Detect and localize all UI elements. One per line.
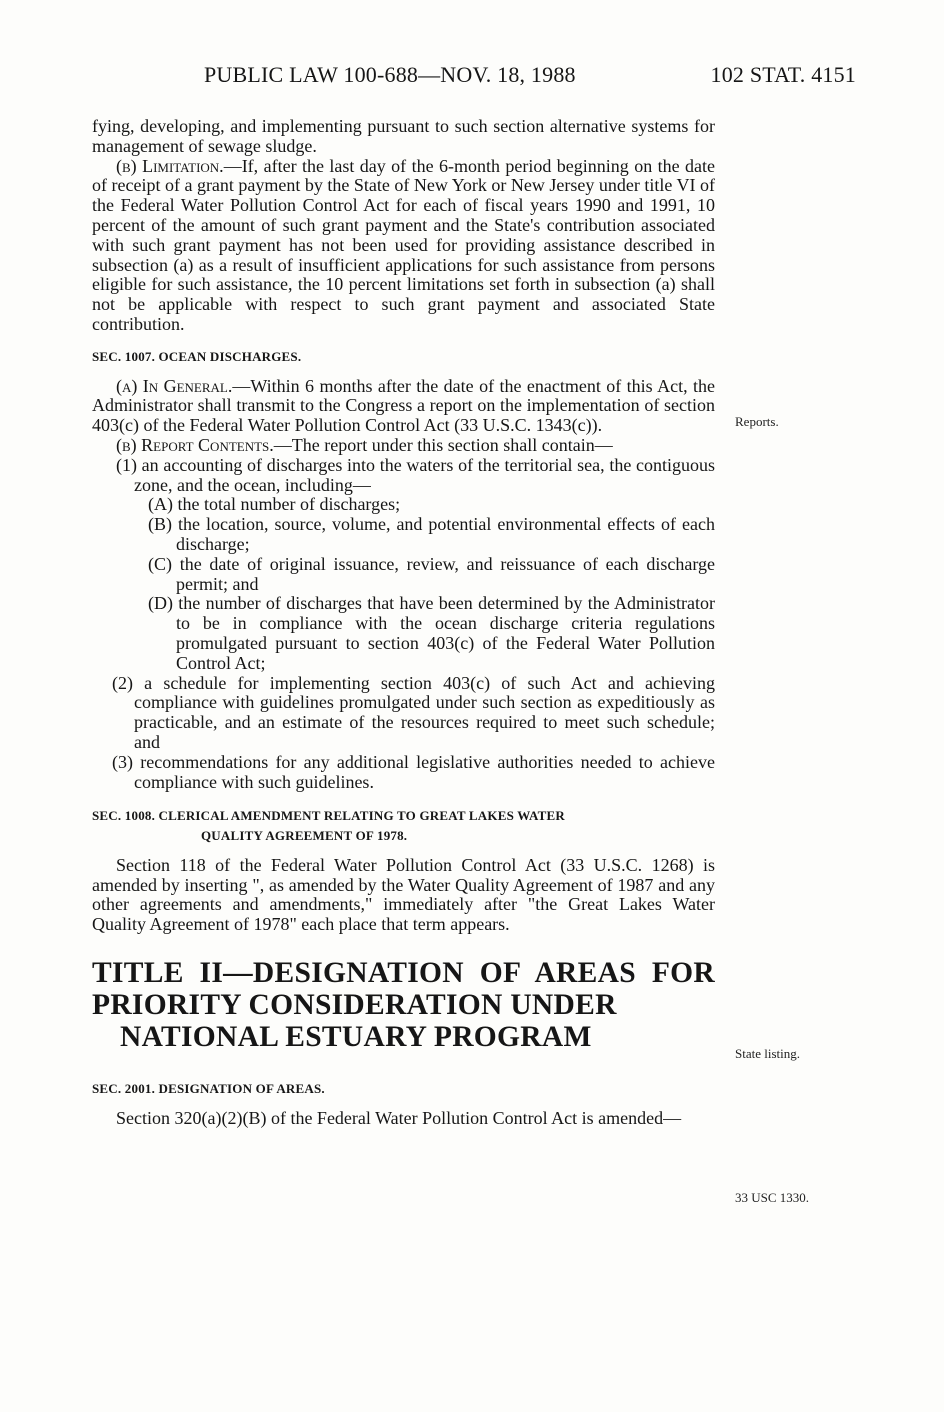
sec-1008-heading-line-1: SEC. 1008. CLERICAL AMENDMENT RELATING TO GREAT LAKES WATER [92, 808, 565, 824]
sec-1007-subsection-b [92, 436, 715, 456]
sec-1007-b-text: —The report under this section shall contain— [273, 434, 613, 455]
sec-1007-heading: SEC. 1007. OCEAN DISCHARGES. [92, 348, 302, 364]
subsection-b-limitation [92, 157, 715, 335]
margin-note-state-listing: State listing. [735, 1046, 800, 1061]
title-ii-heading-line-2: NATIONAL ESTUARY PROGRAM [120, 1021, 592, 1054]
public-law-citation: PUBLIC LAW 100-688—NOV. 18, 1988 [204, 62, 576, 87]
list-item-C: (C) the date of original issuance, review, and reissuance of each discharge permit; and [148, 553, 715, 594]
sec-1008-text: Section 118 of the Federal Water Pollution Control Act (33 U.S.C. 1268) is amended by inserting ", as amended by the Water Quality Agreement of 1987 and any other agreements and amendments," immediately after "the Great Lakes Water Quality Agreement of 1978" each place that term appears. [92, 854, 715, 935]
sec-1007-subsection-a [92, 377, 715, 436]
list-item-3: (3) recommendations for any additional legislative authorities needed to achieve compliance with such guidelines. [112, 751, 715, 792]
list-item-D: (D) the number of discharges that have been determined by the Administrator to be in compliance with the ocean discharge criteria regulations promulgated pursuant to section 403(c) of the Federal Water Pollution Control Act; [148, 593, 715, 673]
margin-note-usc-citation: 33 USC 1330. [735, 1190, 810, 1205]
carryover-paragraph: fying, developing, and implementing pursuant to such section alternative systems for management of sewage sludge. [92, 116, 715, 156]
sec-1008-heading-line-2: QUALITY AGREEMENT OF 1978. [201, 828, 408, 844]
sec-2001-text: Section 320(a)(2)(B) of the Federal Water Pollution Control Act is amended— [116, 1107, 682, 1128]
sec-1007-a-label: (a) In General. [116, 375, 233, 396]
sec-2001-heading: SEC. 2001. DESIGNATION OF AREAS. [92, 1081, 325, 1097]
margin-note-reports: Reports. [735, 414, 779, 429]
sec-1007-a-text: —Within 6 months after the date of the enactment of this Act, the Administrator shall transmit to the Congress a report on the implementation of section 403(c) of the Federal Water Pollution Control Act (33 U.S.C. 1343(c)). [92, 375, 715, 436]
title-ii-heading-line-1: TITLE II—DESIGNATION OF AREAS FOR PRIORITY CONSIDERATION UNDER [92, 957, 715, 1022]
list-item-2: (2) a schedule for implementing section 403(c) of such Act and achieving compliance with guidelines promulgated under such section as expeditiously as practicable, and an estimate of the resources required to meet such schedule; and [112, 672, 715, 752]
subsection-b-text: —If, after the last day of the 6-month period beginning on the date of receipt of a grant payment by the State of New York or New Jersey under title VI of the Federal Water Pollution Control Act for each of fiscal years 1990 and 1991, 10 percent of the amount of such grant payment and the State's contribution associated with such grant payment has not been used for providing assistance described in subsection (a) as a result of insufficient applications for such assistance from persons eligible for such assistance, the 10 percent limitations set forth in subsection (a) shall not be applicable with respect to such grant payment and associated State contribution. [92, 155, 716, 334]
list-item-B: (B) the location, source, volume, and potential environmental effects of each discharge; [148, 514, 715, 554]
title-ii-heading [92, 957, 715, 1053]
sec-1007-b-label: (b) Report Contents. [116, 434, 274, 455]
running-head [92, 62, 856, 92]
list-item-1: (1) an accounting of discharges into the waters of the territorial sea, the contiguous zone, and the ocean, including— [116, 454, 715, 495]
subsection-b-label: (b) Limitation. [116, 155, 224, 176]
statute-page-number: 102 STAT. 4151 [710, 62, 856, 87]
body-column [92, 117, 715, 1129]
list-item-A: (A) the total number of discharges; [148, 494, 401, 515]
